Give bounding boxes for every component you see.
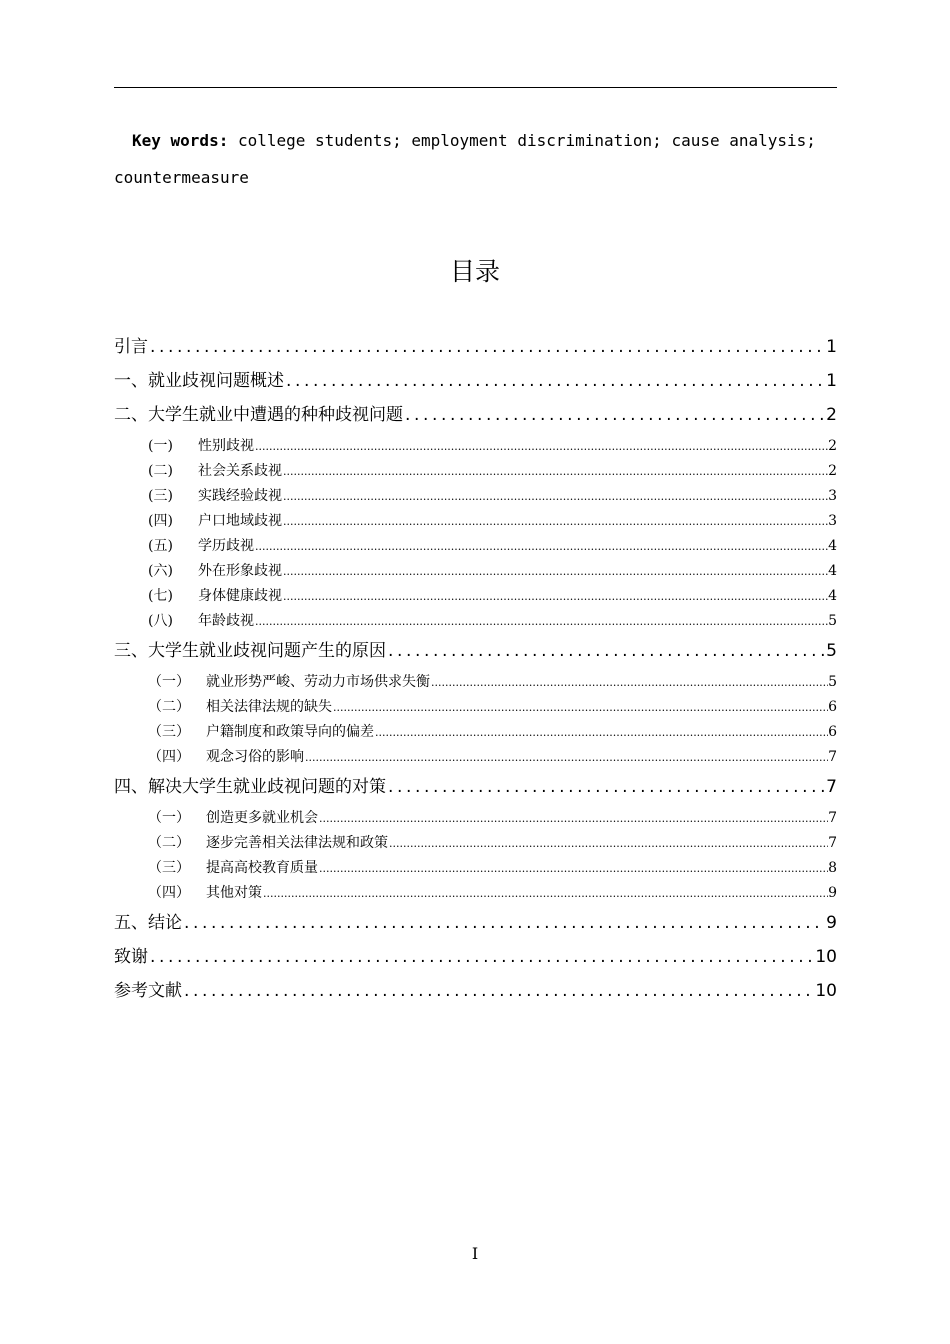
table-of-contents — [114, 330, 837, 1008]
toc-entry-number: （四） — [148, 885, 190, 901]
toc-entry-title: 致谢 — [114, 947, 148, 967]
toc-leader-dots — [184, 974, 813, 1008]
toc-subentry[interactable] — [114, 806, 837, 831]
toc-subentry[interactable] — [114, 434, 837, 459]
toc-entry[interactable] — [114, 770, 837, 804]
toc-entry-page: 4 — [828, 538, 837, 554]
toc-entry[interactable] — [114, 940, 837, 974]
toc-subentry[interactable] — [114, 609, 837, 634]
toc-entry-number: (五) — [148, 538, 173, 554]
toc-leader-dots — [283, 484, 828, 509]
toc-entry-title: 社会关系歧视 — [198, 463, 282, 479]
toc-entry-title: 一、就业歧视问题概述 — [114, 371, 284, 391]
toc-entry-page: 7 — [828, 810, 837, 826]
toc-leader-dots — [388, 770, 824, 804]
toc-leader-dots — [286, 364, 824, 398]
toc-entry-page: 6 — [828, 699, 837, 715]
toc-leader-dots — [388, 634, 824, 668]
keywords-label: Key words: — [132, 131, 229, 150]
toc-entry-page: 4 — [828, 563, 837, 579]
toc-entry-title: 其他对策 — [206, 885, 262, 901]
toc-entry-number: （二） — [148, 699, 190, 715]
toc-entry-title: 身体健康歧视 — [198, 588, 282, 604]
toc-leader-dots — [389, 831, 828, 856]
toc-entry-page: 2 — [826, 405, 837, 425]
toc-entry-title: 四、解决大学生就业歧视问题的对策 — [114, 777, 386, 797]
toc-leader-dots — [333, 695, 828, 720]
toc-entry-page: 1 — [826, 371, 837, 391]
toc-subentry[interactable] — [114, 459, 837, 484]
toc-entry-page: 3 — [828, 513, 837, 529]
toc-leader-dots — [431, 670, 828, 695]
toc-entry-page: 2 — [828, 438, 837, 454]
toc-entry-title: 提高高校教育质量 — [206, 860, 318, 876]
toc-entry-title: 逐步完善相关法律法规和政策 — [206, 835, 388, 851]
toc-entry-number: （一） — [148, 810, 190, 826]
toc-entry-page: 5 — [828, 674, 837, 690]
toc-entry-page: 9 — [826, 913, 837, 933]
toc-leader-dots — [283, 459, 828, 484]
toc-entry-title: 观念习俗的影响 — [206, 749, 304, 765]
toc-entry[interactable] — [114, 906, 837, 940]
toc-subentry[interactable] — [114, 695, 837, 720]
toc-leader-dots — [405, 398, 824, 432]
toc-entry-page: 8 — [828, 860, 837, 876]
toc-leader-dots — [150, 940, 813, 974]
toc-entry-number: (六) — [148, 563, 173, 579]
toc-entry-page: 10 — [815, 947, 837, 967]
toc-entry-page: 7 — [828, 749, 837, 765]
toc-subentry[interactable] — [114, 559, 837, 584]
toc-entry-number: （三） — [148, 860, 190, 876]
toc-entry-title: 参考文献 — [114, 981, 182, 1001]
toc-leader-dots — [255, 534, 828, 559]
toc-entry[interactable] — [114, 974, 837, 1008]
toc-entry-page: 7 — [828, 835, 837, 851]
toc-leader-dots — [263, 881, 828, 906]
toc-entry-number: (一) — [148, 438, 173, 454]
toc-subentry[interactable] — [114, 856, 837, 881]
toc-leader-dots — [319, 856, 828, 881]
toc-entry[interactable] — [114, 330, 837, 364]
toc-entry-page: 1 — [826, 337, 837, 357]
toc-subentry[interactable] — [114, 720, 837, 745]
toc-entry-title: 三、大学生就业歧视问题产生的原因 — [114, 641, 386, 661]
toc-entry-page: 6 — [828, 724, 837, 740]
toc-leader-dots — [375, 720, 828, 745]
toc-subentry[interactable] — [114, 584, 837, 609]
toc-entry-number: (四) — [148, 513, 173, 529]
toc-entry-title: 年龄歧视 — [198, 613, 254, 629]
toc-entry-page: 2 — [828, 463, 837, 479]
toc-entry-title: 实践经验歧视 — [198, 488, 282, 504]
toc-entry[interactable] — [114, 364, 837, 398]
toc-entry-page: 9 — [828, 885, 837, 901]
toc-entry-number: （一） — [148, 674, 190, 690]
toc-entry-number: （二） — [148, 835, 190, 851]
toc-subentry[interactable] — [114, 831, 837, 856]
toc-subentry[interactable] — [114, 670, 837, 695]
toc-leader-dots — [305, 745, 828, 770]
keywords-line-1 — [114, 122, 837, 159]
toc-leader-dots — [283, 584, 828, 609]
toc-title: 目录 — [449, 257, 500, 286]
toc-entry-number: (二) — [148, 463, 173, 479]
toc-leader-dots — [184, 906, 824, 940]
toc-entry[interactable] — [114, 398, 837, 432]
toc-entry-number: (七) — [148, 588, 173, 604]
toc-entry-number: （四） — [148, 749, 190, 765]
toc-leader-dots — [283, 559, 828, 584]
toc-entry-title: 户口地域歧视 — [198, 513, 282, 529]
keywords-line-2: countermeasure — [114, 168, 249, 187]
toc-subentry[interactable] — [114, 484, 837, 509]
keywords-text: college students; employment discrimination; cause analysis; — [228, 131, 816, 150]
toc-entry-title: 引言 — [114, 337, 148, 357]
toc-entry-page: 3 — [828, 488, 837, 504]
toc-subentry[interactable] — [114, 534, 837, 559]
toc-entry-title: 创造更多就业机会 — [206, 810, 318, 826]
toc-entry-page: 4 — [828, 588, 837, 604]
toc-entry-page: 5 — [826, 641, 837, 661]
toc-entry-page: 5 — [828, 613, 837, 629]
toc-subentry[interactable] — [114, 745, 837, 770]
toc-entry-title: 性别歧视 — [198, 438, 254, 454]
toc-entry-title: 学历歧视 — [198, 538, 254, 554]
toc-entry-title: 二、大学生就业中遭遇的种种歧视问题 — [114, 405, 403, 425]
toc-entry-title: 户籍制度和政策导向的偏差 — [206, 724, 374, 740]
toc-leader-dots — [150, 330, 824, 364]
toc-entry-number: (三) — [148, 488, 173, 504]
toc-leader-dots — [319, 806, 828, 831]
toc-subentry[interactable] — [114, 881, 837, 906]
page-number: I — [471, 1244, 479, 1263]
toc-entry-title: 就业形势严峻、劳动力市场供求失衡 — [206, 674, 430, 690]
toc-entry-number: （三） — [148, 724, 190, 740]
toc-entry-title: 五、结论 — [114, 913, 182, 933]
toc-entry-number: (八) — [148, 613, 173, 629]
header-rule — [114, 87, 837, 88]
toc-entry-page: 10 — [815, 981, 837, 1001]
toc-entry-page: 7 — [826, 777, 837, 797]
toc-leader-dots — [255, 609, 828, 634]
toc-entry-title: 相关法律法规的缺失 — [206, 699, 332, 715]
toc-subentry[interactable] — [114, 509, 837, 534]
toc-leader-dots — [255, 434, 828, 459]
toc-entry-title: 外在形象歧视 — [198, 563, 282, 579]
toc-leader-dots — [283, 509, 828, 534]
keywords-block — [114, 122, 837, 196]
toc-entry[interactable] — [114, 634, 837, 668]
